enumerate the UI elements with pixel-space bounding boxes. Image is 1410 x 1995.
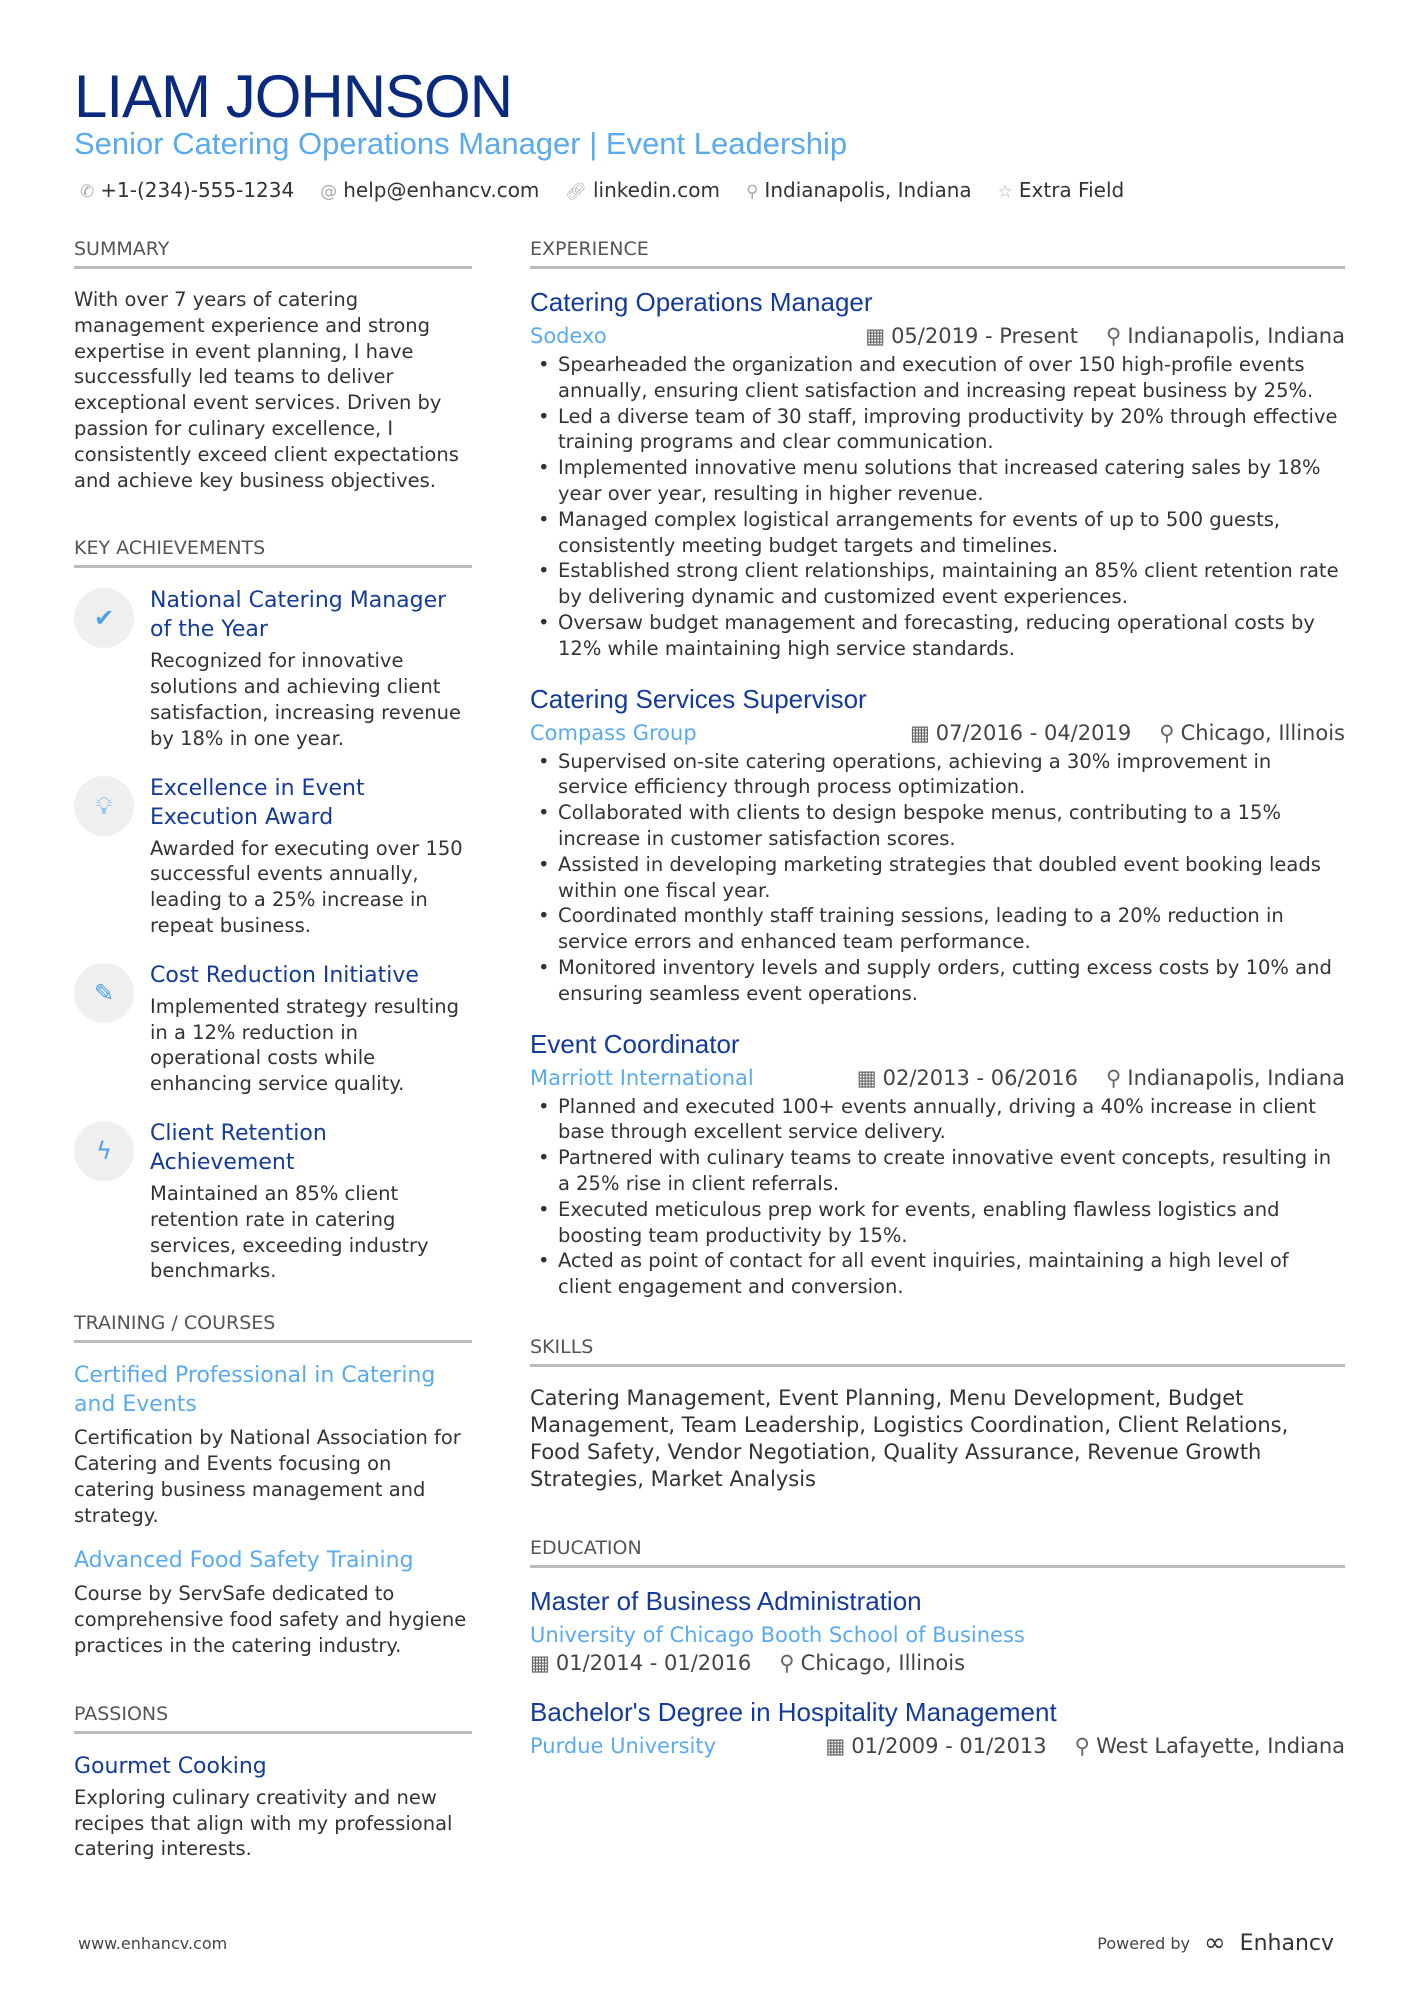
company-name: Marriott International [530, 1065, 754, 1090]
education-item [530, 1697, 1345, 1758]
achievement-title: National Catering Manager of the Year [150, 588, 447, 643]
powered-by-text: Powered by [1097, 1933, 1190, 1953]
contact-phone [80, 178, 294, 202]
linkedin-text: linkedin.com [593, 178, 720, 202]
job-bullet: • Partnered with culinary teams to create innovative event concepts, resulting in a 25% rise in client referrals. [530, 1145, 1345, 1197]
achievement-item [74, 586, 472, 751]
at-icon: @ [320, 182, 338, 202]
degree: Master of Business Administration [530, 1585, 922, 1616]
job-bullet: • Led a diverse team of 30 staff, improving productivity by 20% through effective training programs and clear communication. [530, 404, 1345, 456]
right-column [530, 238, 1345, 1802]
job-bullet: • Implemented innovative menu solutions that increased catering sales by 18% year over year, resulting in higher revenue. [530, 455, 1345, 507]
phone-icon: ✆ [80, 182, 95, 202]
course-item [74, 1546, 472, 1658]
phone-text: +1-(234)-555-1234 [100, 178, 295, 202]
extra-text: Extra Field [1018, 178, 1125, 202]
bolt-icon: ϟ [74, 1121, 134, 1181]
location-icon: ⚲ [745, 182, 759, 202]
job-title: Catering Services Supervisor [530, 683, 867, 714]
contact-location [746, 178, 972, 202]
job-bullet: • Monitored inventory levels and supply orders, cutting excess costs by 10% and ensuring seamless event operations. [530, 955, 1345, 1007]
achievement-item [74, 774, 472, 939]
section-heading: KEY ACHIEVEMENTS [74, 537, 472, 568]
passions-section [74, 1703, 472, 1862]
job-bullet: • Acted as point of contact for all event inquiries, maintaining a high level of client engagement and conversion. [530, 1248, 1345, 1300]
location: ⚲ West Lafayette, Indiana [1074, 1733, 1345, 1758]
email-text: help@enhancv.com [343, 178, 540, 202]
summary-text: With over 7 years of catering management experience and strong expertise in event planning, I have successfully led teams to deliver exceptional event services. Driven by passion for culinary excellence, I consistently exceed client expectations and achieve key business objectives. [74, 288, 459, 492]
school: University of Chicago Booth School of Business [530, 1622, 1025, 1647]
brand-name: Enhancv [1239, 1930, 1334, 1956]
achievement-item [74, 961, 472, 1097]
section-heading: EDUCATION [530, 1537, 1345, 1568]
achievement-title: Cost Reduction Initiative [150, 962, 419, 988]
location-icon: ⚲ [1159, 720, 1175, 745]
lightbulb-icon: 💡︎ [74, 776, 134, 836]
candidate-name: LIAM JOHNSON [74, 63, 513, 130]
achievements-section [74, 537, 472, 1284]
location: ⚲ Chicago, Illinois [1159, 720, 1345, 745]
skills-section [530, 1336, 1345, 1493]
section-heading: EXPERIENCE [530, 238, 1345, 269]
calendar-icon: ▦ [865, 324, 886, 348]
skills-text: Catering Management, Event Planning, Menu Development, Budget Management, Team Leadership, Logistics Coordination, Client Relations, Food Safety, Vendor Negotiation, Quality Assurance, Revenue Growth Strategies, Market Analysis [530, 1385, 1289, 1491]
link-icon: 🔗︎ [565, 182, 587, 202]
job-entry [530, 1029, 1345, 1300]
footer-website[interactable]: www.enhancv.com [78, 1934, 228, 1953]
job-bullet: • Supervised on-site catering operations, achieving a 30% improvement in service efficiency through process optimization. [530, 749, 1345, 801]
degree: Bachelor's Degree in Hospitality Management [530, 1696, 1057, 1727]
section-heading: SUMMARY [74, 238, 472, 269]
passion-title: Gourmet Cooking [74, 1753, 267, 1779]
passion-text: Exploring culinary creativity and new recipes that align with my professional catering interests. [74, 1785, 453, 1861]
achievement-text: Recognized for innovative solutions and achieving client satisfaction, increasing revenue by 18% in one year. [150, 649, 462, 750]
job-title: Event Coordinator [530, 1028, 740, 1059]
course-text: Certification by National Association for Catering and Events focusing on catering business management and strategy. [74, 1426, 461, 1527]
location-icon: ⚲ [779, 1650, 795, 1675]
experience-section [530, 238, 1345, 1300]
job-bullet: • Executed meticulous prep work for events, enabling flawless logistics and boosting team productivity by 15%. [530, 1197, 1345, 1249]
job-bullet: • Oversaw budget management and forecasting, reducing operational costs by 12% while maintaining high service standards. [530, 610, 1345, 662]
school: Purdue University [530, 1733, 717, 1758]
contact-email[interactable] [320, 178, 539, 202]
contact-linkedin[interactable] [565, 178, 720, 202]
company-name: Compass Group [530, 720, 697, 745]
course-title: Certified Professional in Catering and Events [74, 1363, 436, 1418]
training-section [74, 1312, 472, 1659]
location-icon: ⚲ [1074, 1733, 1091, 1758]
education-section [530, 1537, 1345, 1758]
dates: ▦ 02/2013 - 06/2016 [856, 1065, 1079, 1090]
section-heading: TRAINING / COURSES [74, 1312, 472, 1343]
company-name: Sodexo [530, 324, 607, 348]
contact-bar [80, 178, 1124, 202]
job-bullet: • Established strong client relationships, maintaining an 85% client retention rate by delivering dynamic and customized event experiences. [530, 558, 1345, 610]
section-heading: PASSIONS [74, 1703, 472, 1734]
job-entry [530, 684, 1345, 1007]
calendar-icon: ▦ [909, 720, 930, 745]
course-text: Course by ServSafe dedicated to comprehensive food safety and hygiene practices in the catering industry. [74, 1582, 467, 1657]
dates: ▦ 07/2016 - 04/2019 [909, 720, 1132, 745]
achievement-item [74, 1119, 472, 1284]
job-bullet: • Assisted in developing marketing strategies that doubled event booking leads within one fiscal year. [530, 852, 1345, 904]
left-column [74, 238, 472, 1906]
location-icon: ⚲ [1106, 1065, 1122, 1090]
achievement-title: Client Retention Achievement [150, 1120, 327, 1175]
job-entry [530, 287, 1345, 662]
achievement-text: Implemented strategy resulting in a 12% reduction in operational costs while enhancing service quality. [150, 994, 459, 1096]
job-bullet: • Coordinated monthly staff training sessions, leading to a 20% reduction in service errors and enhanced team performance. [530, 903, 1345, 955]
achievement-text: Awarded for executing over 150 successful events annually, leading to a 25% increase in repeat business. [150, 836, 463, 937]
calendar-icon: ▦ [856, 1065, 877, 1090]
calendar-icon: ▦ [825, 1733, 846, 1758]
location: ⚲ Indianapolis, Indiana [1106, 324, 1345, 348]
check-icon: ✔ [74, 588, 134, 648]
dates: ▦ 05/2019 - Present [865, 324, 1079, 348]
summary-section [74, 238, 472, 493]
section-heading: SKILLS [530, 1336, 1345, 1367]
achievement-title: Excellence in Event Execution Award [150, 775, 365, 830]
location-icon: ⚲ [1106, 324, 1122, 348]
course-title: Advanced Food Safety Training [74, 1548, 414, 1574]
achievement-text: Maintained an 85% client retention rate in catering services, exceeding industry benchmarks. [150, 1181, 429, 1283]
job-bullet: • Managed complex logistical arrangements for events of up to 500 guests, consistently meeting budget targets and timelines. [530, 507, 1345, 559]
enhancv-logo-icon: ∞ [1204, 1928, 1226, 1958]
location: ⚲ Indianapolis, Indiana [1106, 1065, 1345, 1090]
location: ⚲ Chicago, Illinois [779, 1650, 966, 1675]
calendar-icon: ▦ [530, 1650, 550, 1675]
job-title: Catering Operations Manager [530, 287, 873, 317]
job-bullet: • Collaborated with clients to design bespoke menus, contributing to a 15% increase in customer satisfaction scores. [530, 800, 1345, 852]
dates: ▦ 01/2014 - 01/2016 [530, 1650, 752, 1675]
star-icon: ☆ [997, 182, 1013, 202]
location-text: Indianapolis, Indiana [764, 178, 972, 202]
contact-extra [998, 178, 1125, 202]
dates: ▦ 01/2009 - 01/2013 [825, 1733, 1047, 1758]
job-bullet: • Spearheaded the organization and execution of over 150 high-profile events annually, ensuring client satisfaction and increasing repeat business by 25%. [530, 352, 1345, 404]
footer-branding [1097, 1928, 1334, 1958]
course-item [74, 1361, 472, 1528]
education-item [530, 1586, 1345, 1675]
job-bullet: • Planned and executed 100+ events annually, driving a 40% increase in client base through excellent service delivery. [530, 1094, 1345, 1146]
magic-wand-icon: ✎ [74, 963, 134, 1023]
candidate-title: Senior Catering Operations Manager | Event Leadership [74, 126, 848, 161]
